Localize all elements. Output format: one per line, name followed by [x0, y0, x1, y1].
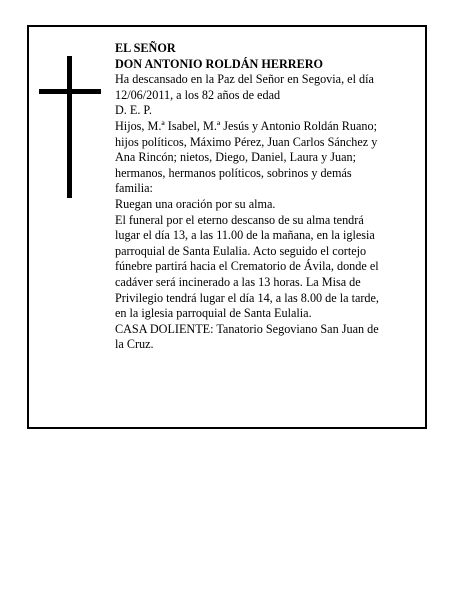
cross-vertical-bar	[67, 56, 72, 198]
deceased-name: DON ANTONIO ROLDÁN HERRERO	[115, 56, 324, 71]
family-line-3: Ana Rincón; nietos, Diego, Daniel, Laura y Juan;	[115, 150, 356, 165]
prayer-request-line: Ruegan una oración por su alma.	[115, 196, 276, 211]
funeral-line-1: El funeral por el eterno descanso de su alma tendrá	[115, 212, 364, 227]
death-announcement-line-1: Ha descansado en la Paz del Señor en Segovia, el día	[115, 72, 374, 87]
funeral-line-6: Privilegio tendrá lugar el día 14, a las 8.00 de la tarde,	[115, 290, 379, 305]
funeral-line-3: parroquial de Santa Eulalia. Acto seguido el cortejo	[115, 243, 367, 258]
notice-title: EL SEÑOR	[115, 41, 176, 55]
obituary-text	[115, 41, 415, 353]
funeral-line-7: en la iglesia parroquial de Santa Eulalia.	[115, 306, 312, 321]
funeral-line-2: lugar el día 13, a las 11.00 de la mañana, en la iglesia	[115, 228, 375, 243]
mourning-house-line-1: CASA DOLIENTE: Tanatorio Segoviano San Juan de	[115, 321, 379, 336]
funeral-line-4: fúnebre partirá hacia el Crematorio de Ávila, donde el	[115, 259, 379, 274]
death-announcement-line-2: 12/06/2011, a los 82 años de edad	[115, 87, 281, 102]
rip-line: D. E. P.	[115, 103, 152, 118]
mourning-house-line-2: la Cruz.	[115, 337, 154, 352]
family-line-4: hermanos, hermanos políticos, sobrinos y demás	[115, 165, 352, 180]
family-line-5: familia:	[115, 181, 153, 196]
funeral-line-5: cadáver será incinerado a las 13 horas. La Misa de	[115, 274, 361, 289]
family-line-2: hijos políticos, Máximo Pérez, Juan Carlos Sánchez y	[115, 134, 378, 149]
cross-icon	[39, 56, 101, 198]
cross-horizontal-bar	[39, 89, 101, 94]
obituary-notice	[27, 25, 427, 429]
family-line-1: Hijos, M.ª Isabel, M.ª Jesús y Antonio Roldán Ruano;	[115, 118, 377, 133]
